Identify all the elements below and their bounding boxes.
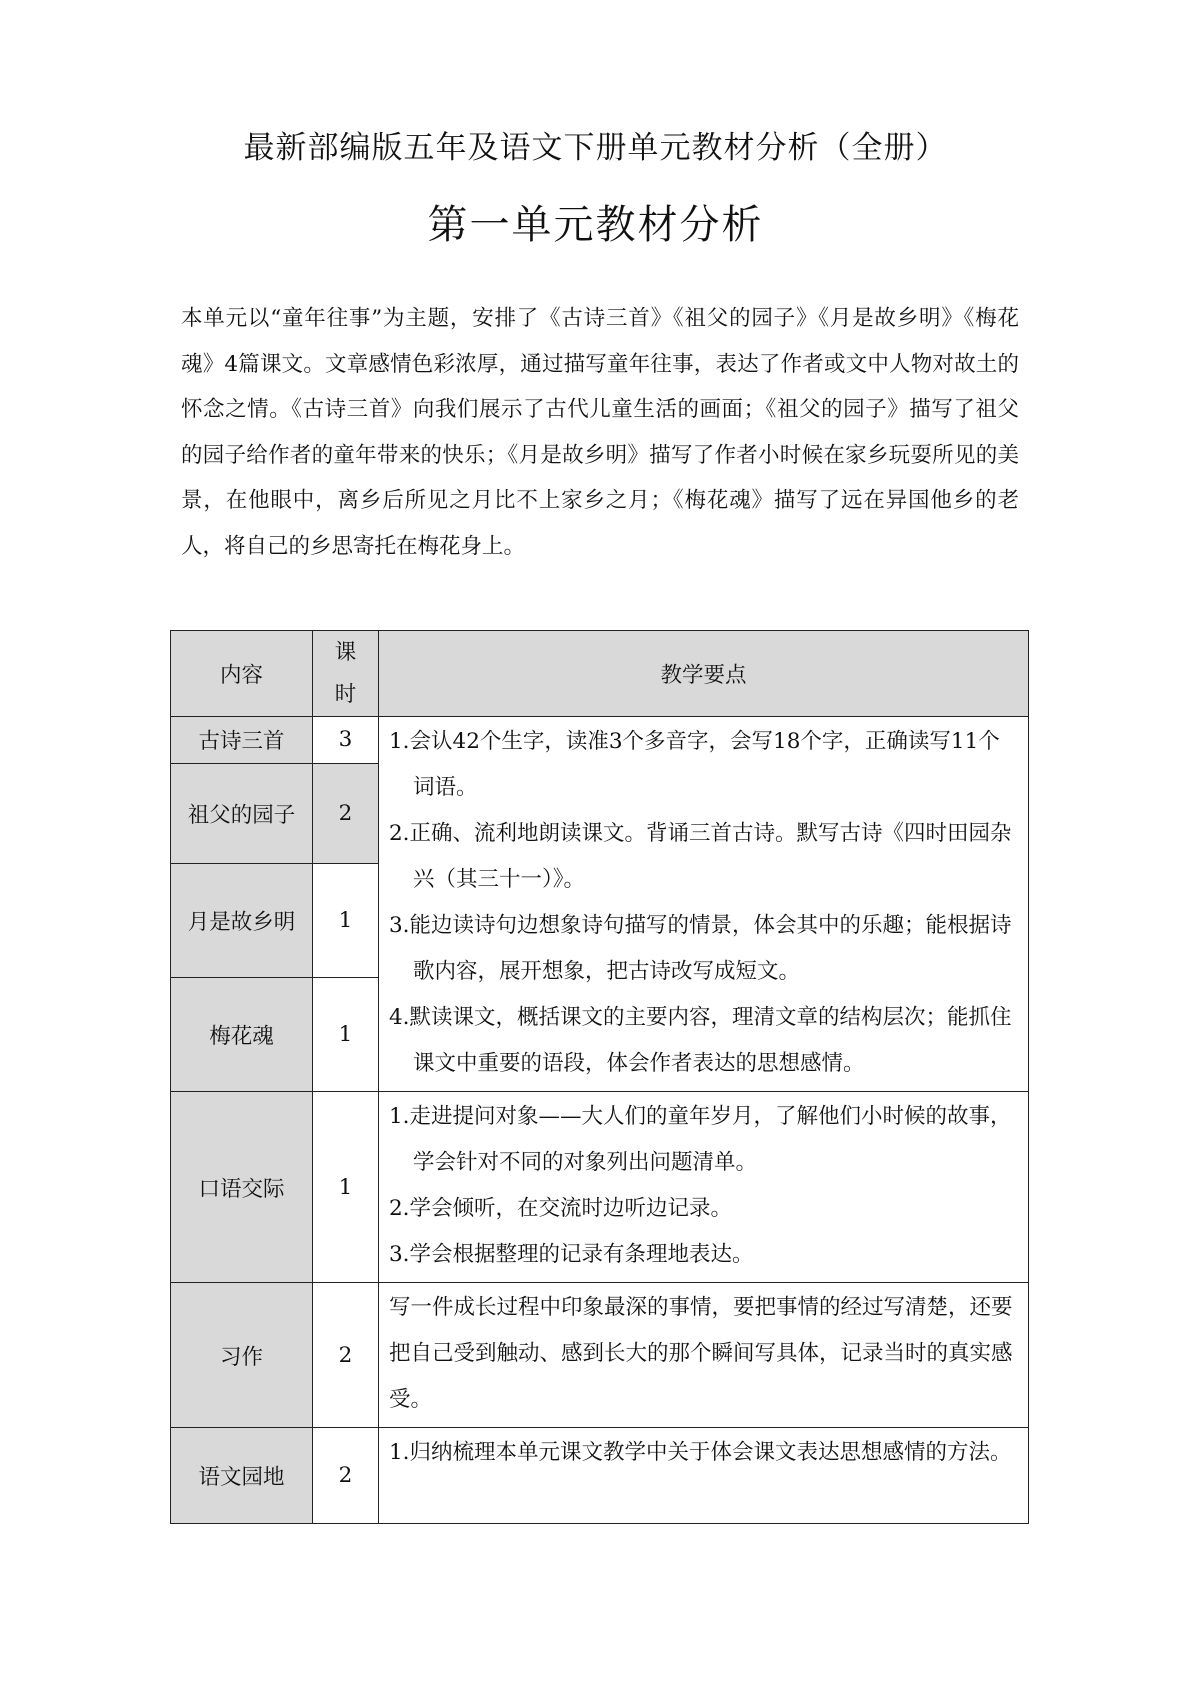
teaching-point: 1.走进提问对象——大人们的童年岁月，了解他们小时候的故事，学会针对不同的对象列出问题清单。 <box>389 1104 1012 1175</box>
teaching-point: 1.会认42个生字，读准3个多音字，会写18个字，正确读写11个词语。 <box>389 729 1000 800</box>
lesson-content: 月是故乡明 <box>171 863 313 977</box>
teaching-plan-table <box>170 630 1029 1524</box>
table-row <box>171 1283 1029 1428</box>
document-title: 最新部编版五年及语文下册单元教材分析（全册） <box>243 130 948 166</box>
table-row <box>171 717 1029 764</box>
intro-paragraph: 本单元以“童年往事”为主题，安排了《古诗三首》《祖父的园子》《月是故乡明》《梅花魂》4篇课文。文章感情色彩浓厚，通过描写童年往事，表达了作者或文中人物对故土的怀念之情。《古诗三首》向我们展示了古代儿童生活的画面；《祖父的园子》描写了祖父的园子给作者的童年带来的快乐；《月是故乡明》描写了作者小时候在家乡玩耍所见的美景，在他眼中，离乡后所见之月比不上家乡之月；《梅花魂》描写了远在异国他乡的老人，将自己的乡思寄托在梅花身上。 <box>181 306 1019 559</box>
table-row <box>171 1092 1029 1283</box>
lesson-hours: 2 <box>313 763 379 863</box>
writing-requirement: 写一件成长过程中印象最深的事情，要把事情的经过写清楚，还要把自己受到触动、感到长大的那个瞬间写具体，记录当时的真实感受。 <box>389 1295 1013 1412</box>
teaching-point: 3.学会根据整理的记录有条理地表达。 <box>389 1242 754 1267</box>
lesson-content: 祖父的园子 <box>171 763 313 863</box>
unit-title: 第一单元教材分析 <box>427 202 764 248</box>
lesson-hours: 3 <box>313 717 379 764</box>
oral-teaching-points <box>379 1092 1029 1283</box>
garden-hours: 2 <box>313 1428 379 1524</box>
lesson-content: 古诗三首 <box>171 717 313 764</box>
teaching-point: 1.归纳梳理本单元课文教学中关于体会课文表达思想感情的方法。 <box>389 1440 1012 1465</box>
teaching-point: 4.默读课文，概括课文的主要内容，理清文章的结构层次；能抓住课文中重要的语段，体会作者表达的思想感情。 <box>389 1005 1012 1076</box>
writing-content: 习作 <box>171 1283 313 1428</box>
header-hours <box>313 631 379 717</box>
table-row <box>171 1428 1029 1524</box>
writing-teaching-points <box>379 1283 1029 1428</box>
unit-introduction <box>181 296 1019 570</box>
table-header-row <box>171 631 1029 717</box>
oral-content: 口语交际 <box>171 1092 313 1283</box>
lesson-hours: 1 <box>313 977 379 1091</box>
teaching-point: 2.正确、流利地朗读课文。背诵三首古诗。默写古诗《四时田园杂兴（其三十一）》。 <box>389 821 1012 892</box>
header-points: 教学要点 <box>379 631 1029 717</box>
teaching-point: 2.学会倾听，在交流时边听边记录。 <box>389 1196 733 1221</box>
garden-content: 语文园地 <box>171 1428 313 1524</box>
teaching-point: 3.能边读诗句边想象诗句描写的情景，体会其中的乐趣；能根据诗歌内容，展开想象，把古诗改写成短文。 <box>389 913 1012 984</box>
header-hours-bottom: 时 <box>334 681 357 707</box>
lesson-content: 梅花魂 <box>171 977 313 1091</box>
lesson-hours: 1 <box>313 863 379 977</box>
header-content: 内容 <box>171 631 313 717</box>
writing-hours: 2 <box>313 1283 379 1428</box>
lesson-teaching-points <box>379 717 1029 1092</box>
garden-teaching-points <box>379 1428 1029 1524</box>
header-hours-top: 课 <box>334 639 357 665</box>
oral-hours: 1 <box>313 1092 379 1283</box>
